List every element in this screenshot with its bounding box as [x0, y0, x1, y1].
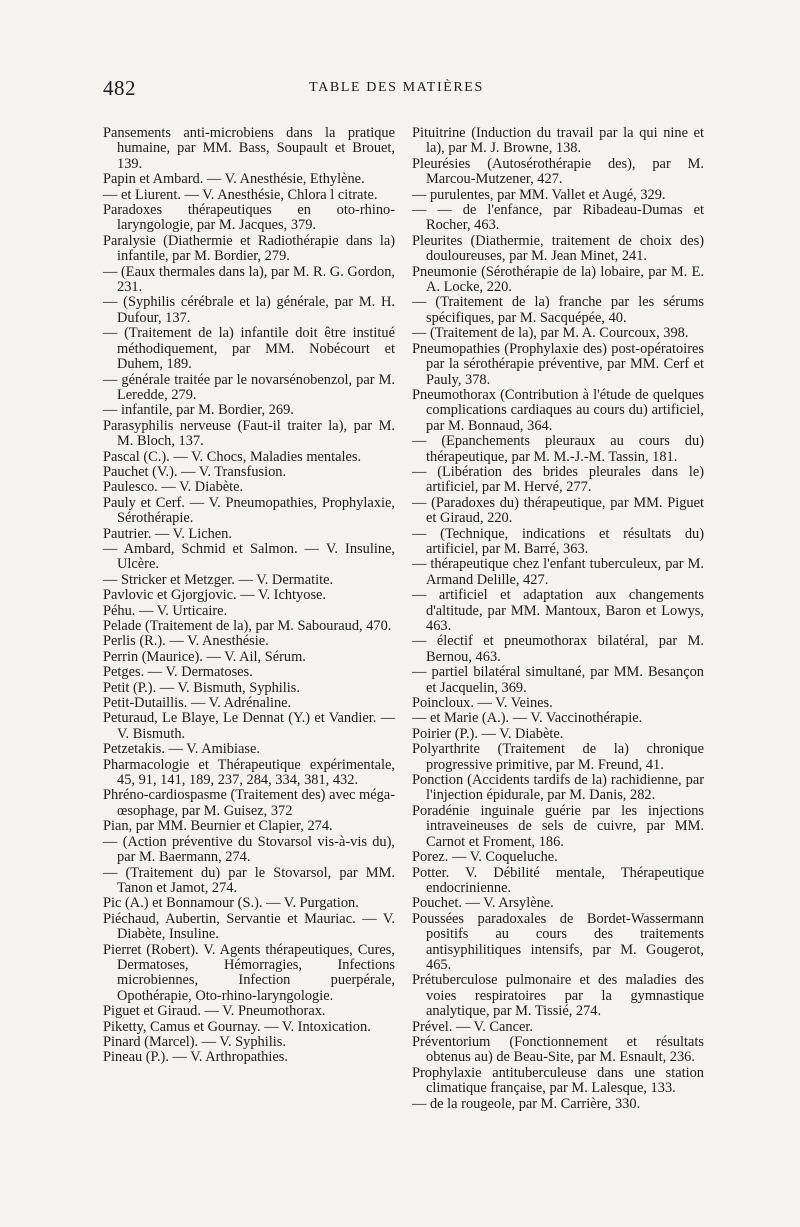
index-entry: Pian, par MM. Beurnier et Clapier, 274.: [103, 818, 333, 835]
index-entry: Pavlovic et Gjorgjovic. — V. Ichtyose.: [103, 587, 327, 604]
page-header: [103, 76, 690, 100]
index-entry: Poirier (P.). — V. Diabète.: [412, 725, 564, 742]
index-entry: Pneumothorax (Contribution à l'étude de quelques complications cardiaques au cours du) artificiel, par M. Bonnaud, 364.: [412, 386, 704, 434]
index-entry: Prével. — V. Cancer.: [412, 1018, 533, 1035]
index-entry: — électif et pneumothorax bilatéral, par M. Bernou, 463.: [412, 633, 704, 665]
index-entry: Pineau (P.). — V. Arthropathies.: [103, 1049, 288, 1066]
index-entry: — (Action préventive du Stovarsol vis-à-vis du), par M. Baermann, 274.: [103, 833, 395, 866]
index-entry: Poradénie inguinale guérie par les injections intraveineuses de sels de cuivre, par MM. Carnot et Froment, 186.: [412, 802, 704, 850]
index-entry: Pelade (Traitement de la), par M. Sabouraud, 470.: [103, 618, 392, 634]
index-entry: — — de l'enfance, par Ribadeau-Dumas et Rocher, 463.: [412, 202, 704, 234]
index-entry: — Ambard, Schmid et Salmon. — V. Insuline, Ulcère.: [103, 540, 395, 573]
index-entry: Petges. — V. Dermatoses.: [103, 664, 253, 681]
index-entry: Porez. — V. Coqueluche.: [412, 849, 558, 866]
index-entry: Piketty, Camus et Gournay. — V. Intoxication.: [103, 1018, 371, 1035]
index-entry: Prétuberculose pulmonaire et des maladies des voies respiratoires par la gymnastique analytique, par M. Tissié, 274.: [412, 972, 704, 1020]
index-entry: Prophylaxie antituberculeuse dans une station climatique française, par M. Lalesque, 133.: [412, 1064, 704, 1097]
index-entry: Peturaud, Le Blaye, Le Dennat (Y.) et Vandier. — V. Bismuth.: [103, 710, 395, 742]
index-entry: — (Traitement de la), par M. A. Courcoux, 398.: [412, 325, 689, 342]
index-entry: Pauly et Cerf. — V. Pneumopathies, Prophylaxie, Sérothérapie.: [103, 494, 395, 527]
index-entry: — purulentes, par MM. Vallet et Augé, 329.: [412, 186, 666, 203]
index-entry: Polyarthrite (Traitement de la) chronique progressive primitive, par M. Freund, 41.: [412, 741, 704, 773]
index-entry: — infantile, par M. Bordier, 269.: [103, 402, 294, 419]
index-entry: — Stricker et Metzger. — V. Dermatite.: [103, 571, 334, 588]
index-entry: Ponction (Accidents tardifs de la) rachidienne, par l'injection épidurale, par M. Danis, 282.: [412, 772, 704, 804]
index-entry: — (Syphilis cérébrale et la) générale, par M. H. Dufour, 137.: [103, 294, 395, 326]
index-entry: — (Technique, indications et résultats du) artificiel, par M. Barré, 363.: [412, 525, 704, 557]
index-entry: Pic (A.) et Bonnamour (S.). — V. Purgation.: [103, 895, 359, 912]
index-entry: Pharmacologie et Thérapeutique expérimentale, 45, 91, 141, 189, 237, 284, 334, 381, 432.: [103, 756, 395, 789]
index-entry: — (Traitement de la) franche par les sérums spécifiques, par M. Sacquépée, 40.: [412, 294, 704, 326]
index-entry: Pneumonie (Sérothérapie de la) lobaire, par M. E. A. Locke, 220.: [412, 263, 704, 296]
index-entry: — (Traitement de la) infantile doit être institué méthodiquement, par MM. Nobécourt et Duhem, 189.: [103, 325, 395, 373]
index-entry: — (Paradoxes du) thérapeutique, par MM. Piguet et Giraud, 220.: [412, 494, 704, 527]
index-entry: Pneumopathies (Prophylaxie des) post-opératoires par la sérothérapie préventive, par MM. Cerf et Pauly, 378.: [412, 340, 704, 388]
index-entry: Piéchaud, Aubertin, Servantie et Mauriac. — V. Diabète, Insuline.: [103, 910, 395, 943]
index-entry: — (Eaux thermales dans la), par M. R. G. Gordon, 231.: [103, 263, 395, 296]
index-entry: Pierret (Robert). V. Agents thérapeutiques, Cures, Dermatoses, Hémorragies, Infections microbiennes, Infection puerpérale, Opothérapie, Oto-rhino-laryngologie.: [103, 941, 395, 1004]
index-entry: Pautrier. — V. Lichen.: [103, 525, 232, 542]
index-entry: Poincloux. — V. Veines.: [412, 695, 553, 712]
index-entry: Petit-Dutaillis. — V. Adrénaline.: [103, 695, 292, 712]
index-entry: Paralysie (Diathermie et Radiothérapie dans la) infantile, par M. Bordier, 279.: [103, 232, 395, 265]
index-entry: Pleurésies (Autosérothérapie des), par M. Marcou-Mutzener, 427.: [412, 155, 704, 188]
index-entry: Petit (P.). — V. Bismuth, Syphilis.: [103, 679, 300, 696]
index-entry: — artificiel et adaptation aux changements d'altitude, par MM. Mantoux, Baron et Lowys, 463.: [412, 587, 704, 634]
index-entry: — (Traitement du) par le Stovarsol, par MM. Tanon et Jamot, 274.: [103, 864, 395, 896]
index-entry: Papin et Ambard. — V. Anesthésie, Ethylène.: [103, 171, 365, 188]
index-entry: Paulesco. — V. Diabète.: [103, 479, 244, 496]
index-entry: — et Liurent. — V. Anesthésie, Chlora l citrate.: [103, 186, 378, 203]
index-entry: Petzetakis. — V. Amibiase.: [103, 741, 260, 758]
index-entry: — de la rougeole, par M. Carrière, 330.: [412, 1095, 641, 1112]
index-entry: Pauchet (V.). — V. Transfusion.: [103, 463, 287, 480]
index-entry: Pascal (C.). — V. Chocs, Maladies mentales.: [103, 448, 362, 465]
index-entry: — et Marie (A.). — V. Vaccinothérapie.: [412, 710, 643, 727]
index-entry: Pinard (Marcel). — V. Syphilis.: [103, 1033, 286, 1050]
page-number: 482: [103, 76, 136, 100]
index-entry: Paradoxes thérapeutiques en oto-rhino-laryngologie, par M. Jacques, 379.: [103, 202, 395, 234]
index-entry: Parasyphilis nerveuse (Faut-il traiter la), par M. M. Bloch, 137.: [103, 417, 395, 450]
index-entry: Péhu. — V. Urticaire.: [103, 602, 228, 619]
index-entry: Pansements anti-microbiens dans la pratique humaine, par MM. Bass, Soupault et Brouet, 139.: [103, 125, 395, 172]
index-entry: Pituitrine (Induction du travail par la qui nine et la), par M. J. Browne, 138.: [412, 125, 704, 157]
index-entry: Préventorium (Fonctionnement et résultats obtenus au) de Beau-Site, par M. Esnault, 236.: [412, 1033, 704, 1066]
index-entry: — (Epanchements pleuraux au cours du) thérapeutique, par M. M.-J.-M. Tassin, 181.: [412, 433, 704, 465]
index-entry: Perlis (R.). — V. Anesthésie.: [103, 633, 269, 650]
index-entry: — partiel bilatéral simultané, par MM. Besançon et Jacquelin, 369.: [412, 664, 704, 696]
right-column: [412, 126, 704, 1112]
index-entry: — (Libération des brides pleurales dans le) artificiel, par M. Hervé, 277.: [412, 463, 704, 496]
index-entry: Perrin (Maurice). — V. Ail, Sérum.: [103, 648, 306, 665]
running-title: TABLE DES MATIÈRES: [309, 80, 484, 95]
index-entry: Potter. V. Débilité mentale, Thérapeutique endocrinienne.: [412, 864, 704, 896]
index-entry: Poussées paradoxales de Bordet-Wassermann positifs au cours des traitements antisyphilitiques intensifs, par M. Gougerot, 465.: [412, 910, 704, 973]
index-entry: — thérapeutique chez l'enfant tuberculeux, par M. Armand Delille, 427.: [412, 556, 704, 588]
index-entry: Pleurites (Diathermie, traitement de choix des) douloureuses, par M. Jean Minet, 241.: [412, 232, 704, 265]
index-entry: Pouchet. — V. Arsylène.: [412, 895, 554, 912]
index-entry: Phréno-cardiospasme (Traitement des) avec méga-œsophage, par M. Guisez, 372: [103, 787, 395, 819]
index-entry: — générale traitée par le novarsénobenzol, par M. Leredde, 279.: [103, 371, 395, 403]
index-entry: Piguet et Giraud. — V. Pneumothorax.: [103, 1003, 326, 1020]
left-column: [103, 126, 395, 1066]
